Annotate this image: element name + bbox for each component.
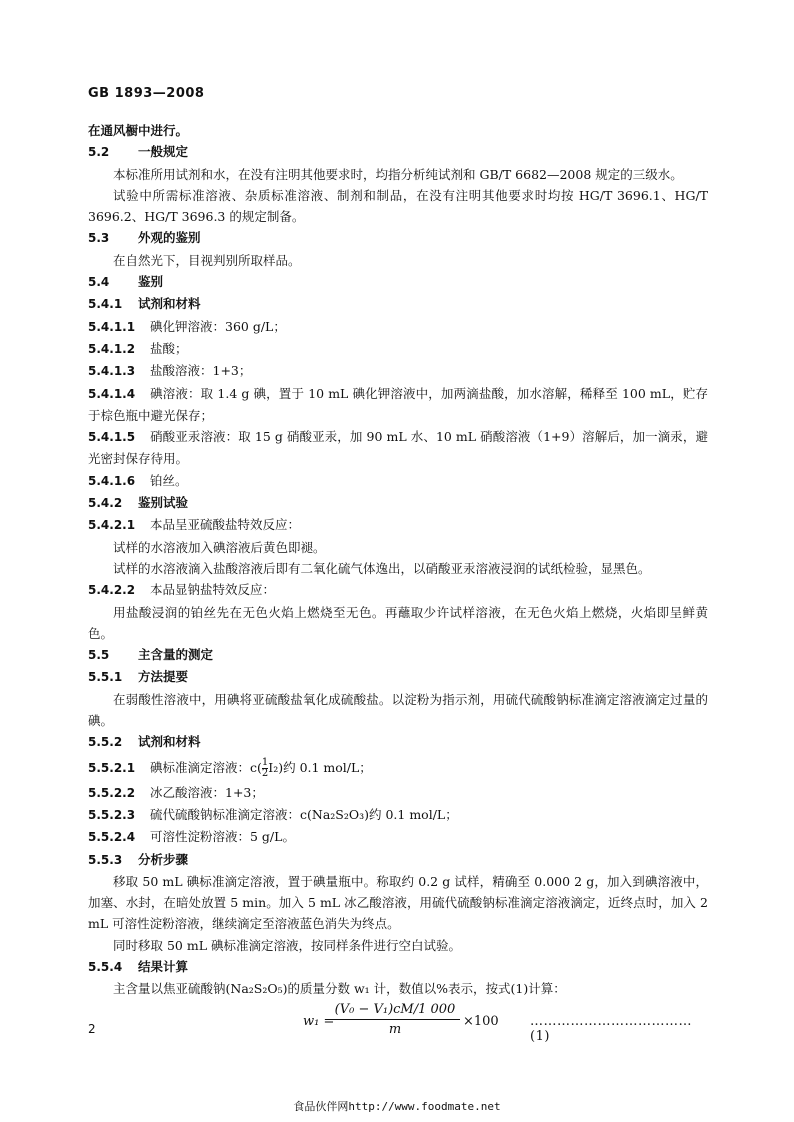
- section-5-5-4: [88, 956, 708, 978]
- section-5-5-1: [88, 666, 708, 688]
- section-number: 5.5.4: [88, 959, 123, 974]
- section-number: 5.4: [88, 275, 110, 290]
- item-text: 铂丝。: [150, 472, 188, 488]
- item-5-4-1-5: [88, 426, 708, 470]
- section-number: 5.4.1: [88, 297, 123, 312]
- section-5-4-1: [88, 293, 708, 315]
- item-text-suffix: )约 0.1 mol/L；: [278, 759, 372, 775]
- formula-lhs: w₁ =: [303, 1013, 335, 1029]
- paragraph: 用盐酸浸润的铂丝先在无色火焰上燃烧至无色。再蘸取少许试样溶液，在无色火焰上燃烧，火焰即呈鲜黄色。: [88, 604, 708, 641]
- section-number: 5.5.2: [88, 735, 123, 750]
- section-5-4: [88, 271, 708, 293]
- section-title: 鉴别: [138, 274, 164, 290]
- item-text: 碘溶液：取 1.4 g 碘，置于 10 mL 碘化钾溶液中，加两滴盐酸，加水溶解，稀释至 100 mL，贮存于棕色瓶中避光保存；: [88, 385, 708, 423]
- section-title: 主含量的测定: [138, 647, 214, 663]
- item-text: 冰乙酸溶液：1+3；: [150, 784, 264, 800]
- item-5-4-2-1: [88, 514, 708, 536]
- paragraph: 试样的水溶液加入碘溶液后黄色即褪。: [113, 539, 326, 555]
- item-text: 本品呈亚硫酸盐特效反应：: [150, 517, 301, 533]
- section-5-5-2: [88, 731, 708, 753]
- document-body: [88, 120, 708, 1048]
- section-number: 5.3: [88, 231, 110, 246]
- item-number: 5.5.2.3: [88, 807, 136, 822]
- paragraph: 主含量以焦亚硫酸钠(Na₂S₂O₅)的质量分数 w₁ 计，数值以%表示，按式(1)计算：: [113, 981, 566, 997]
- section-number: 5.5.1: [88, 670, 123, 685]
- item-number: 5.4.1.1: [88, 319, 136, 334]
- item-text: 硫代硫酸钠标准滴定溶液：c(Na₂S₂O₃)约 0.1 mol/L；: [150, 806, 458, 822]
- footer-watermark: 食品伙伴网http://www.foodmate.net: [293, 1100, 501, 1113]
- item-text: 盐酸溶液：1+3；: [150, 363, 252, 379]
- section-number: 5.2: [88, 145, 110, 160]
- item-number: 5.5.2.4: [88, 830, 136, 845]
- item-number: 5.4.2.2: [88, 583, 136, 598]
- item-text: 硝酸亚汞溶液：取 15 g 硝酸亚汞，加 90 mL 水、10 mL 硝酸溶液（1+9）溶解后，加一滴汞，避光密封保存待用。: [88, 429, 708, 467]
- paragraph: 试样的水溶液滴入盐酸溶液后即有二氧化硫气体逸出，以硝酸亚汞溶液浸润的试纸检验，显黑色。: [113, 560, 651, 576]
- item-5-5-2-4: [88, 826, 708, 848]
- section-title: 结果计算: [138, 958, 189, 974]
- item-5-5-2-1: [88, 754, 708, 782]
- formula-1: [88, 1002, 708, 1048]
- item-text: 本品显钠盐特效反应：: [150, 582, 276, 598]
- section-number: 5.4.2: [88, 496, 123, 511]
- item-number: 5.4.1.6: [88, 473, 136, 488]
- item-5-4-1-4: [88, 383, 708, 427]
- item-text: 碘化钾溶液：360 g/L；: [150, 318, 286, 334]
- item-number: 5.4.1.4: [88, 386, 136, 401]
- paragraph: 在弱酸性溶液中，用碘将亚硫酸盐氧化成硫酸盐。以淀粉为指示剂，用硫代硫酸钠标准滴定溶液滴定过量的碘。: [88, 691, 708, 729]
- section-title: 试剂和材料: [138, 296, 201, 312]
- formula-numerator: (V₀ − V₁)cM/1 000: [330, 1002, 460, 1020]
- paragraph: 移取 50 mL 碘标准滴定溶液，置于碘量瓶中。称取约 0.2 g 试样，精确至 0.000 2 g，加入到碘溶液中，加塞、水封，在暗处放置 5 min。加入 5 mL 冰乙酸溶液，用硫代硫酸钠标准滴定溶液滴定，近终点时，加入 2 mL 可溶性淀粉溶液，继续滴定至溶液蓝色消失为终点。: [88, 873, 708, 932]
- section-5-4-2: [88, 492, 708, 514]
- section-title: 分析步骤: [138, 851, 189, 867]
- paragraph: 试验中所需标准溶液、杂质标准溶液、制剂和制品，在没有注明其他要求时均按 HG/T 3696.1、HG/T 3696.2、HG/T 3696.3 的规定制备。: [88, 187, 708, 225]
- item-5-4-1-1: [88, 316, 708, 338]
- paragraph: 在自然光下，目视判别所取样品。: [113, 252, 301, 268]
- item-text: 可溶性淀粉溶液：5 g/L。: [150, 829, 295, 845]
- section-title: 外观的鉴别: [138, 230, 201, 246]
- section-5-5: [88, 644, 708, 666]
- item-5-4-1-6: [88, 470, 708, 492]
- document-header: GB 1893—2008: [88, 86, 205, 101]
- formula-label: ………………………………(1): [530, 1013, 692, 1044]
- item-number: 5.4.1.3: [88, 364, 136, 379]
- item-number: 5.4.1.5: [88, 430, 136, 445]
- item-number: 5.4.1.2: [88, 341, 136, 356]
- continued-text: 在通风橱中进行。: [88, 123, 189, 138]
- item-5-5-2-2: [88, 782, 708, 804]
- formula-denominator: m: [388, 1021, 402, 1037]
- section-title: 方法提要: [138, 669, 189, 685]
- item-number: 5.5.2.1: [88, 760, 136, 775]
- item-5-4-1-3: [88, 360, 708, 382]
- item-5-5-2-3: [88, 804, 708, 826]
- item-5-4-1-2: [88, 338, 708, 360]
- item-text: 盐酸；: [150, 340, 188, 356]
- fraction-numerator: 1: [261, 756, 269, 768]
- paragraph: 本标准所用试剂和水，在没有注明其他要求时，均指分析纯试剂和 GB/T 6682—2008 规定的三级水。: [113, 166, 683, 182]
- item-number: 5.5.2.2: [88, 785, 136, 800]
- section-5-2: [88, 141, 708, 163]
- iodine-symbol: I₂: [268, 759, 279, 775]
- page-number: 2: [88, 1022, 96, 1036]
- item-number: 5.4.2.1: [88, 518, 136, 533]
- paragraph: 同时移取 50 mL 碘标准滴定溶液，按同样条件进行空白试验。: [113, 937, 461, 953]
- section-number: 5.5: [88, 648, 110, 663]
- fraction-denominator: 2: [261, 767, 269, 779]
- section-5-3: [88, 227, 708, 249]
- section-title: 试剂和材料: [138, 734, 201, 750]
- section-title: 一般规定: [138, 144, 189, 160]
- section-5-5-3: [88, 849, 708, 871]
- section-title: 鉴别试验: [138, 495, 189, 511]
- formula-multiplier: ×100: [463, 1013, 499, 1029]
- section-number: 5.5.3: [88, 852, 123, 867]
- formula-fraction: [330, 1002, 460, 1037]
- item-5-4-2-2: [88, 579, 708, 601]
- item-text-prefix: 碘标准滴定溶液：c(: [150, 759, 262, 775]
